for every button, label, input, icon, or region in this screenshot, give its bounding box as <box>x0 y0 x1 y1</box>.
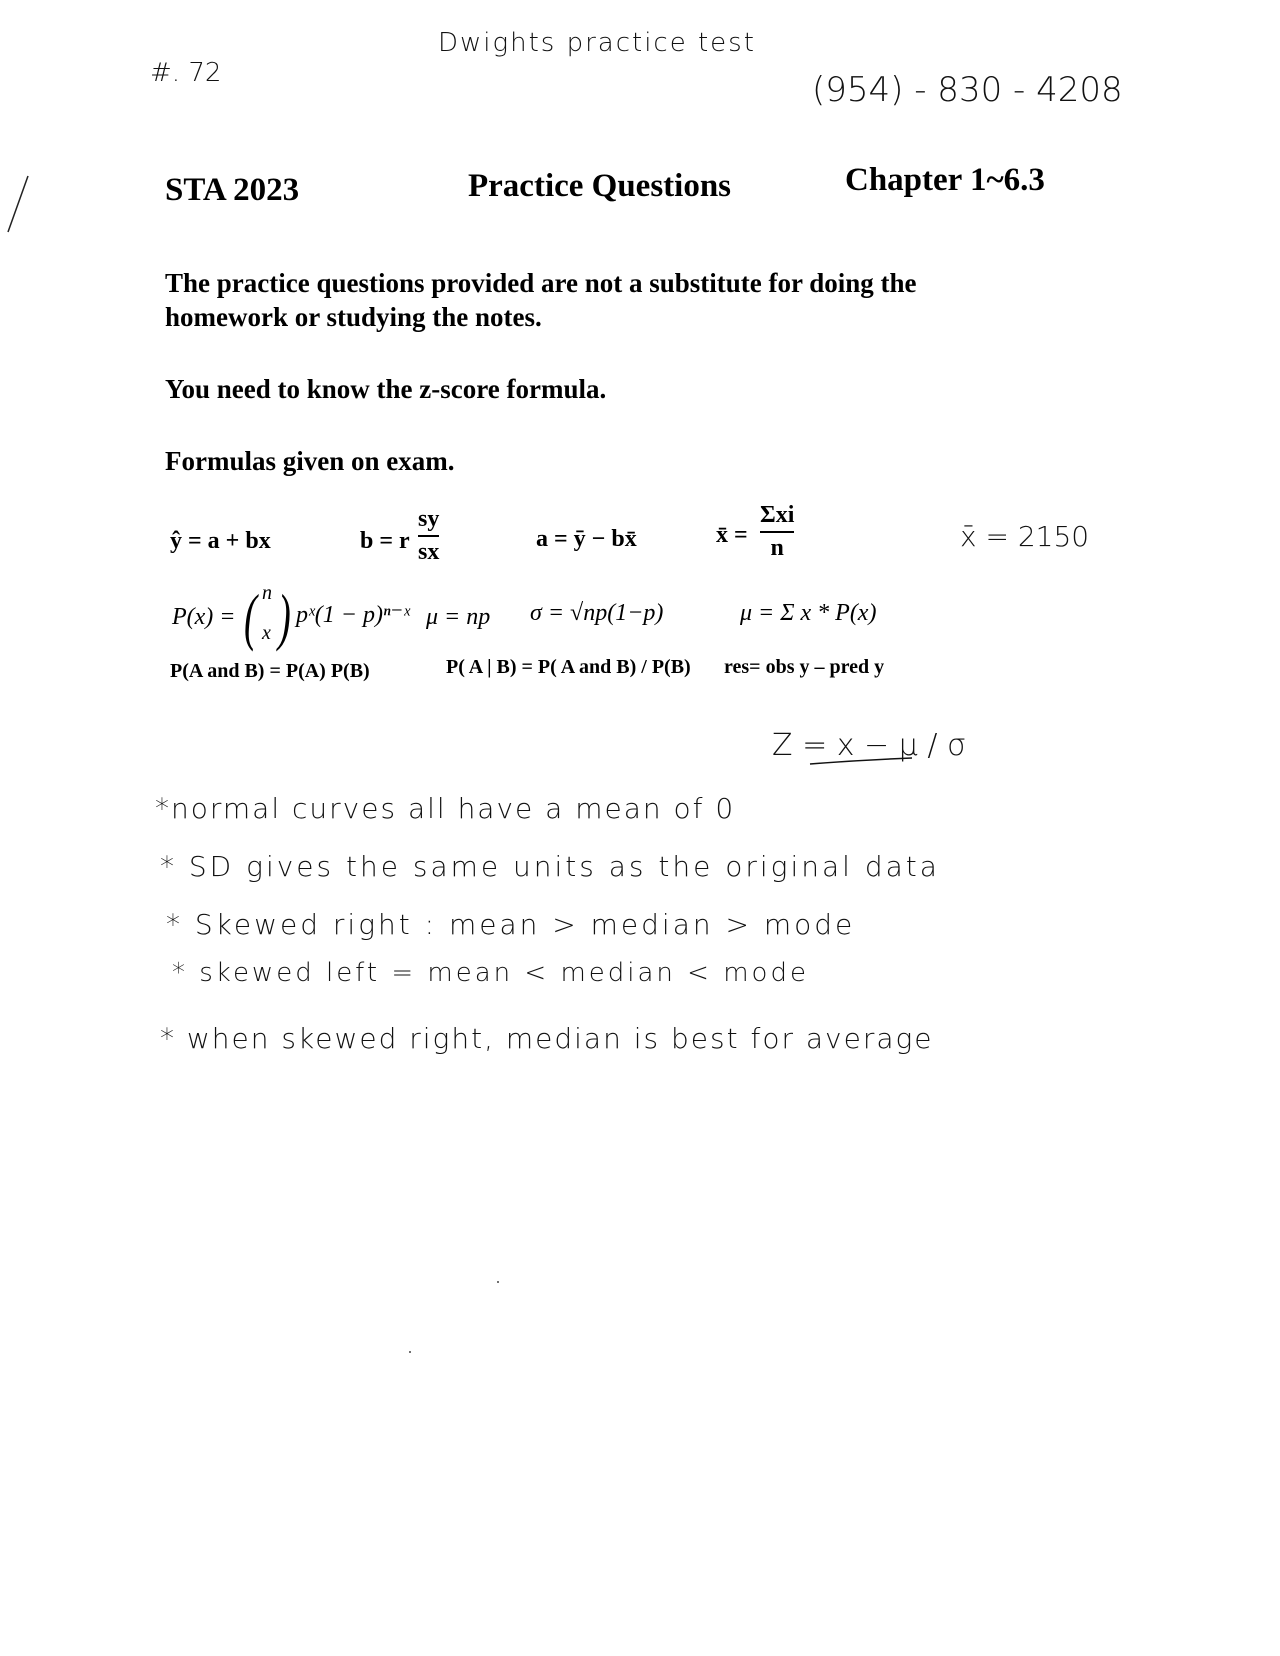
mean-fraction <box>760 502 794 562</box>
regression-formula: ŷ = a + bx <box>170 528 271 554</box>
binomial-close-paren: ) <box>278 581 291 652</box>
expected-value-formula: μ = Σ x * P(x) <box>740 600 877 626</box>
binomial-x: x <box>262 622 271 644</box>
fraction-bar <box>760 531 794 533</box>
handwritten-note-2: * SD gives the same units as the original data <box>160 850 940 883</box>
handwritten-note-1: *normal curves all have a mean of 0 <box>155 792 736 825</box>
handwritten-page-number: #. 72 <box>150 58 222 88</box>
handwritten-note-5: * when skewed right, median is best for average <box>160 1022 934 1055</box>
conditional-probability-formula: P( A | B) = P( A and B) / P(B) <box>446 656 691 678</box>
slope-formula-lhs: b = r <box>360 528 410 554</box>
mean-numerator: Σxi <box>760 502 795 528</box>
intercept-formula: a = ȳ − bx̄ <box>536 526 637 552</box>
binomial-sd-formula: σ = √np(1−p) <box>530 600 664 626</box>
intro-paragraph: The practice questions provided are not a substitute for doing the homework or studying the notes. <box>165 268 917 332</box>
handwritten-note-4: * skewed left = mean < median < mode <box>172 958 809 988</box>
handwritten-xbar-note: x̄ = 2150 <box>960 520 1090 553</box>
chapter-range: Chapter 1~6.3 <box>845 162 1045 198</box>
zscore-note: You need to know the z-score formula. <box>165 374 607 404</box>
binomial-formula-rhs: pˣ(1 − p)ⁿ⁻ˣ <box>296 602 410 628</box>
handwritten-z-formula: Z = x − μ / σ <box>772 728 967 763</box>
handwritten-note-3: * Skewed right : mean > median > mode <box>166 908 856 941</box>
handwritten-test-title: Dwights practice test <box>438 28 756 58</box>
slope-fraction <box>418 506 439 566</box>
fraction-bar <box>418 535 439 537</box>
slope-denominator: sx <box>418 539 440 565</box>
handwritten-phone-number: (954) - 830 - 4208 <box>812 70 1123 110</box>
binomial-open-paren: ( <box>244 581 257 652</box>
binomial-n: n <box>262 582 272 604</box>
mean-formula-lhs: x̄ = <box>716 522 748 548</box>
page-title: Practice Questions <box>468 168 732 204</box>
course-code: STA 2023 <box>165 172 300 208</box>
slope-numerator: sy <box>418 506 440 532</box>
residual-formula: res= obs y – pred y <box>724 656 885 678</box>
independent-probability-formula: P(A and B) = P(A) P(B) <box>170 660 370 682</box>
binomial-mean-formula: μ = np <box>426 604 491 630</box>
mean-denominator: n <box>770 535 784 561</box>
binomial-formula-lhs: P(x) = <box>172 604 236 630</box>
formulas-heading: Formulas given on exam. <box>165 446 455 476</box>
